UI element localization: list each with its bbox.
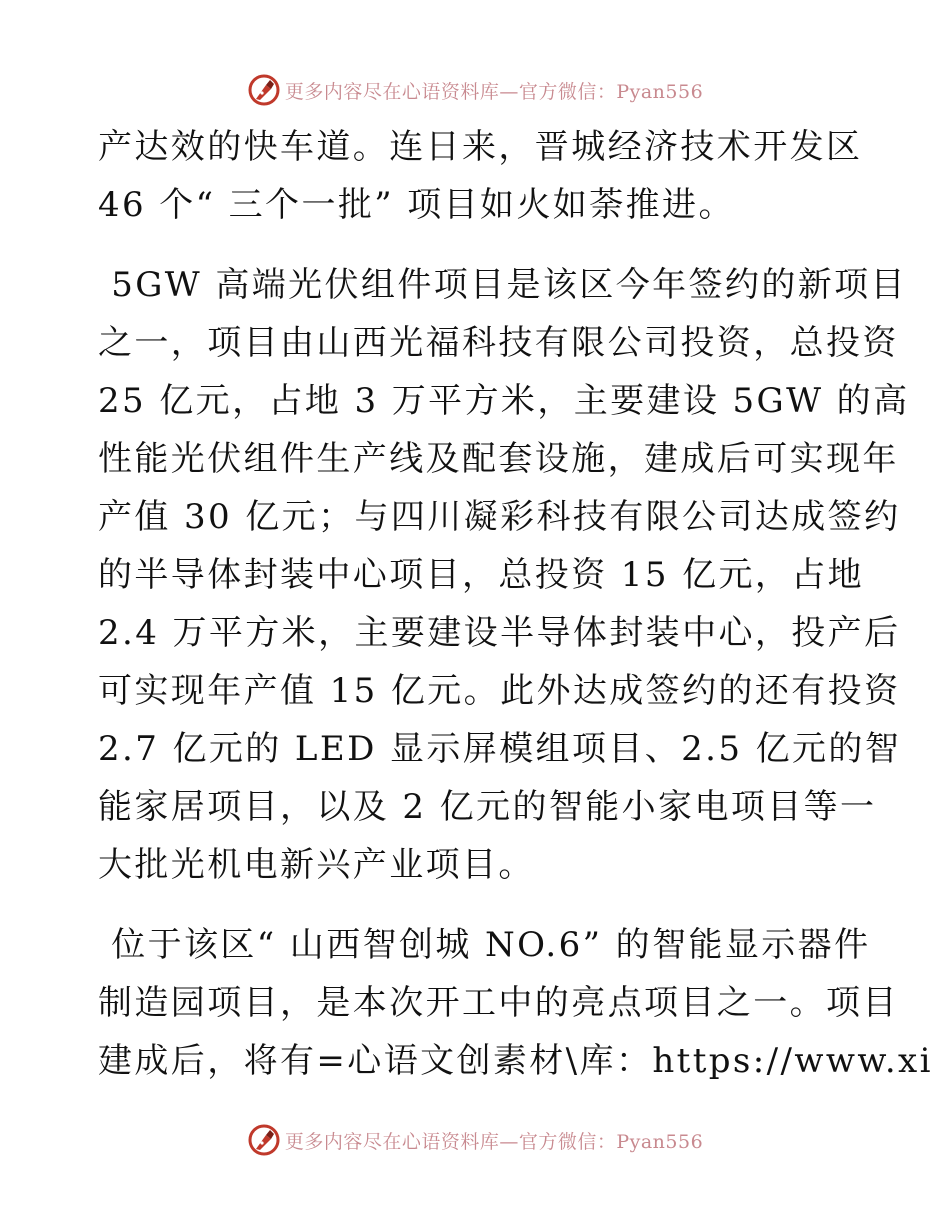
footer-banner bbox=[0, 1120, 950, 1160]
text-line: 可实现年产值 15 亿元。此外达成签约的还有投资 bbox=[98, 671, 901, 711]
text-line: 产值 30 亿元；与四川凝彩科技有限公司达成签约 bbox=[98, 497, 901, 537]
text-line: 5GW 高端光伏组件项目是该区今年签约的新项目 bbox=[98, 265, 907, 305]
text-line: 产达效的快车道。连日来，晋城经济技术开发区 bbox=[98, 127, 863, 167]
pen-nib-logo-icon bbox=[247, 73, 281, 107]
header-banner bbox=[0, 70, 950, 110]
paragraph-2 bbox=[98, 256, 910, 894]
paragraph-1 bbox=[98, 118, 863, 234]
text-line: 之一，项目由山西光福科技有限公司投资，总投资 bbox=[98, 323, 899, 363]
article-body bbox=[98, 118, 933, 1112]
text-line: 2.4 万平方米，主要建设半导体封装中心，投产后 bbox=[98, 613, 901, 653]
text-line: 能家居项目，以及 2 亿元的智能小家电项目等一 bbox=[98, 787, 877, 827]
text-line: 的半导体封装中心项目，总投资 15 亿元，占地 bbox=[98, 555, 865, 595]
text-line: 2.7 亿元的 LED 显示屏模组项目、2.5 亿元的智 bbox=[98, 729, 902, 769]
text-line: 位于该区“ 山西智创城 NO.6” 的智能显示器件 bbox=[98, 925, 871, 965]
text-line: 25 亿元，占地 3 万平方米，主要建设 5GW 的高 bbox=[98, 381, 910, 421]
text-line: 制造园项目，是本次开工中的亮点项目之一。项目 bbox=[98, 983, 899, 1023]
pen-nib-logo-icon bbox=[247, 1123, 281, 1157]
paragraph-3 bbox=[98, 916, 933, 1090]
text-line: 大批光机电新兴产业项目。 bbox=[98, 845, 535, 885]
text-line: 建成后，将有=心语文创素材\库：https://www.xi bbox=[98, 1041, 933, 1081]
header-banner-text: 更多内容尽在心语资料库—官方微信：Pyan556 bbox=[284, 80, 704, 103]
text-line: 性能光伏组件生产线及配套设施，建成后可实现年 bbox=[98, 439, 899, 479]
footer-banner-text: 更多内容尽在心语资料库—官方微信：Pyan556 bbox=[284, 1130, 704, 1153]
text-line: 46 个“ 三个一批” 项目如火如荼推进。 bbox=[98, 185, 735, 225]
